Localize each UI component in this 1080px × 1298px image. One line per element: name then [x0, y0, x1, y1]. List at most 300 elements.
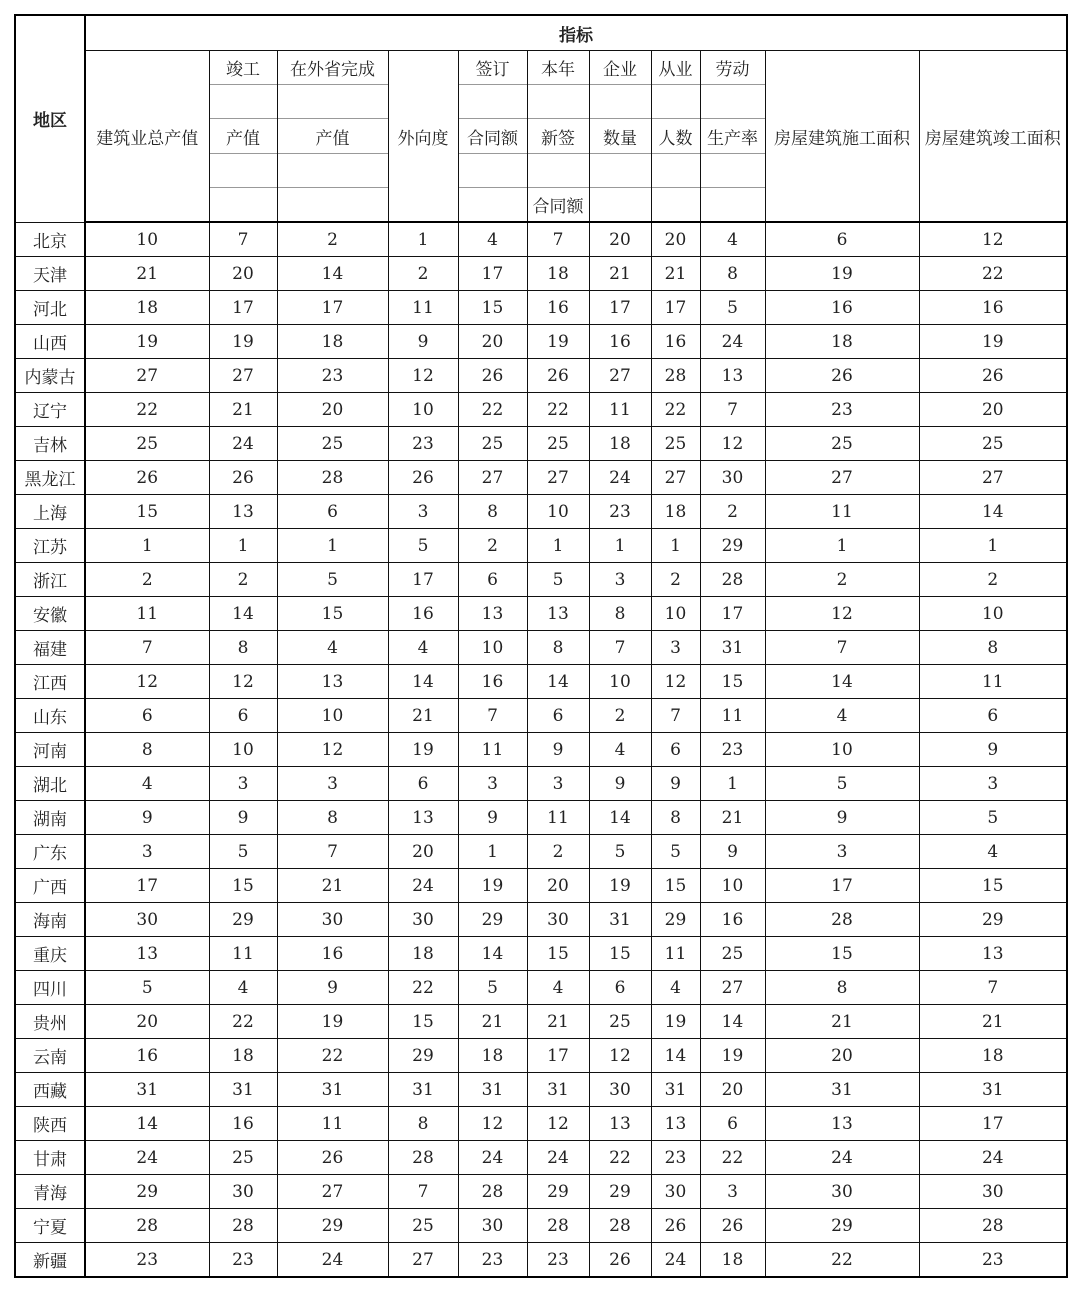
rank-cell: 10 [919, 597, 1067, 631]
rank-cell: 31 [85, 1073, 209, 1107]
rank-cell: 13 [458, 597, 527, 631]
column-header-line [920, 153, 1067, 187]
rank-cell: 6 [700, 1107, 765, 1141]
rank-cell: 29 [589, 1175, 651, 1209]
rank-cell: 4 [589, 733, 651, 767]
table-row [15, 903, 1067, 937]
rank-cell: 30 [765, 1175, 919, 1209]
rank-cell: 20 [765, 1039, 919, 1073]
rank-cell: 5 [651, 835, 700, 869]
rank-cell: 8 [458, 495, 527, 529]
rank-cell: 31 [919, 1073, 1067, 1107]
rank-cell: 10 [651, 597, 700, 631]
rank-cell: 6 [458, 563, 527, 597]
rank-cell: 12 [458, 1107, 527, 1141]
column-header-line: 竣工 [210, 51, 277, 85]
region-cell: 北京 [15, 222, 85, 257]
rank-cell: 20 [589, 222, 651, 257]
column-header-line: 合同额 [532, 196, 584, 217]
column-header-line [210, 154, 277, 188]
rank-cell: 8 [388, 1107, 458, 1141]
column-header-line: 企业 [590, 51, 651, 85]
region-cell: 辽宁 [15, 393, 85, 427]
rank-cell: 16 [527, 291, 589, 325]
rank-cell: 28 [527, 1209, 589, 1243]
rank-cell: 8 [277, 801, 388, 835]
rank-cell: 30 [919, 1175, 1067, 1209]
region-cell: 西藏 [15, 1073, 85, 1107]
rank-cell: 25 [209, 1141, 277, 1175]
table-row [15, 325, 1067, 359]
region-cell: 上海 [15, 495, 85, 529]
table-row [15, 971, 1067, 1005]
rank-cell: 1 [209, 529, 277, 563]
rank-cell: 9 [388, 325, 458, 359]
column-header-10 [765, 51, 919, 223]
rank-cell: 21 [700, 801, 765, 835]
rank-cell: 27 [85, 359, 209, 393]
table-row [15, 359, 1067, 393]
rank-cell: 1 [85, 529, 209, 563]
rank-cell: 1 [919, 529, 1067, 563]
rank-cell: 29 [85, 1175, 209, 1209]
rank-cell: 11 [651, 937, 700, 971]
rank-cell: 19 [458, 869, 527, 903]
rank-cell: 25 [458, 427, 527, 461]
column-header-line: 产值 [278, 119, 388, 153]
rank-cell: 14 [527, 665, 589, 699]
column-header-line [590, 154, 651, 188]
rank-cell: 18 [458, 1039, 527, 1073]
rank-cell: 27 [388, 1243, 458, 1278]
rank-cell: 26 [277, 1141, 388, 1175]
rank-cell: 17 [765, 869, 919, 903]
column-header-line [210, 188, 277, 221]
rank-cell: 26 [209, 461, 277, 495]
rank-cell: 14 [919, 495, 1067, 529]
rank-cell: 6 [85, 699, 209, 733]
rank-cell: 25 [527, 427, 589, 461]
region-cell: 山西 [15, 325, 85, 359]
rank-cell: 14 [85, 1107, 209, 1141]
column-header-line: 新签 [528, 119, 589, 153]
rank-cell: 6 [589, 971, 651, 1005]
rank-cell: 24 [589, 461, 651, 495]
rank-cell: 21 [388, 699, 458, 733]
column-header-line [590, 85, 651, 119]
rank-cell: 18 [589, 427, 651, 461]
column-header-line [920, 187, 1067, 221]
rank-cell: 16 [700, 903, 765, 937]
table-row [15, 1243, 1067, 1278]
table-row [15, 1005, 1067, 1039]
rank-cell: 3 [700, 1175, 765, 1209]
rank-cell: 14 [388, 665, 458, 699]
column-header-line [528, 154, 589, 188]
rank-cell: 27 [651, 461, 700, 495]
rank-cell: 20 [388, 835, 458, 869]
rank-cell: 14 [458, 937, 527, 971]
rank-cell: 6 [919, 699, 1067, 733]
rank-cell: 14 [589, 801, 651, 835]
rank-cell: 21 [589, 257, 651, 291]
rank-cell: 23 [651, 1141, 700, 1175]
column-header-line [278, 154, 388, 188]
rank-cell: 12 [388, 359, 458, 393]
rank-cell: 26 [589, 1243, 651, 1278]
region-cell: 湖南 [15, 801, 85, 835]
rank-cell: 31 [700, 631, 765, 665]
rank-cell: 27 [277, 1175, 388, 1209]
rank-cell: 10 [765, 733, 919, 767]
column-header-line [389, 51, 458, 85]
rank-cell: 23 [458, 1243, 527, 1278]
rank-cell: 11 [458, 733, 527, 767]
rank-cell: 17 [527, 1039, 589, 1073]
rank-cell: 4 [765, 699, 919, 733]
rank-cell: 21 [765, 1005, 919, 1039]
rank-cell: 30 [589, 1073, 651, 1107]
rank-cell: 2 [85, 563, 209, 597]
rank-cell: 23 [700, 733, 765, 767]
column-header-9 [700, 51, 765, 223]
rank-cell: 31 [209, 1073, 277, 1107]
rank-cell: 19 [527, 325, 589, 359]
rank-cell: 8 [85, 733, 209, 767]
rank-cell: 26 [651, 1209, 700, 1243]
rank-cell: 2 [919, 563, 1067, 597]
table-row [15, 222, 1067, 257]
rank-cell: 6 [527, 699, 589, 733]
rank-cell: 13 [527, 597, 589, 631]
rank-cell: 17 [651, 291, 700, 325]
rank-cell: 24 [209, 427, 277, 461]
rank-cell: 9 [458, 801, 527, 835]
rank-cell: 28 [277, 461, 388, 495]
table-row [15, 563, 1067, 597]
table-row [15, 461, 1067, 495]
table-row [15, 869, 1067, 903]
table-row [15, 835, 1067, 869]
rank-cell: 9 [919, 733, 1067, 767]
rank-cell: 21 [458, 1005, 527, 1039]
rank-cell: 16 [919, 291, 1067, 325]
rank-cell: 8 [651, 801, 700, 835]
rank-cell: 11 [765, 495, 919, 529]
rank-cell: 10 [458, 631, 527, 665]
rank-cell: 27 [209, 359, 277, 393]
rank-cell: 22 [458, 393, 527, 427]
rank-cell: 10 [277, 699, 388, 733]
column-header-line [701, 85, 765, 119]
rank-cell: 28 [589, 1209, 651, 1243]
rank-cell: 24 [765, 1141, 919, 1175]
rank-cell: 1 [589, 529, 651, 563]
column-header-line [920, 51, 1067, 85]
rank-cell: 25 [651, 427, 700, 461]
rank-cell: 2 [527, 835, 589, 869]
rank-cell: 9 [209, 801, 277, 835]
rank-cell: 29 [458, 903, 527, 937]
rank-cell: 9 [85, 801, 209, 835]
rank-cell: 23 [589, 495, 651, 529]
rank-cell: 9 [277, 971, 388, 1005]
rank-cell: 11 [209, 937, 277, 971]
table-row [15, 1175, 1067, 1209]
rank-cell: 12 [765, 597, 919, 631]
table-row [15, 495, 1067, 529]
table-row [15, 257, 1067, 291]
rank-cell: 21 [919, 1005, 1067, 1039]
rank-cell: 24 [651, 1243, 700, 1278]
rank-cell: 23 [765, 393, 919, 427]
rank-cell: 25 [589, 1005, 651, 1039]
column-header-line: 产值 [210, 119, 277, 153]
column-header-line [920, 85, 1067, 119]
column-header-line [766, 153, 919, 187]
rank-cell: 3 [589, 563, 651, 597]
rank-cell: 25 [700, 937, 765, 971]
rank-cell: 2 [589, 699, 651, 733]
rank-cell: 15 [700, 665, 765, 699]
rank-cell: 6 [388, 767, 458, 801]
rank-cell: 8 [919, 631, 1067, 665]
rank-cell: 7 [919, 971, 1067, 1005]
rank-cell: 10 [85, 222, 209, 257]
region-cell: 吉林 [15, 427, 85, 461]
rank-cell: 7 [651, 699, 700, 733]
rank-cell: 20 [209, 257, 277, 291]
rank-cell: 26 [919, 359, 1067, 393]
column-header-5 [458, 51, 527, 223]
rank-cell: 24 [85, 1141, 209, 1175]
rank-cell: 31 [458, 1073, 527, 1107]
rank-cell: 6 [277, 495, 388, 529]
rank-cell: 29 [651, 903, 700, 937]
table-row [15, 733, 1067, 767]
rank-cell: 5 [388, 529, 458, 563]
column-header-line: 在外省完成 [278, 51, 388, 85]
rank-cell: 16 [589, 325, 651, 359]
rank-cell: 21 [651, 257, 700, 291]
column-header-line [86, 187, 209, 221]
region-cell: 青海 [15, 1175, 85, 1209]
rank-cell: 26 [527, 359, 589, 393]
rank-cell: 8 [765, 971, 919, 1005]
table-row [15, 1073, 1067, 1107]
rank-cell: 4 [277, 631, 388, 665]
region-cell: 四川 [15, 971, 85, 1005]
rank-cell: 16 [765, 291, 919, 325]
table-row [15, 529, 1067, 563]
column-header-3 [277, 51, 388, 223]
rank-cell: 4 [209, 971, 277, 1005]
rank-cell: 20 [277, 393, 388, 427]
rank-cell: 4 [527, 971, 589, 1005]
rank-cell: 29 [388, 1039, 458, 1073]
rank-cell: 5 [700, 291, 765, 325]
rank-cell: 22 [277, 1039, 388, 1073]
rank-cell: 16 [651, 325, 700, 359]
rank-cell: 18 [651, 495, 700, 529]
rank-cell: 8 [527, 631, 589, 665]
rank-cell: 16 [277, 937, 388, 971]
rank-cell: 5 [527, 563, 589, 597]
rank-cell: 31 [527, 1073, 589, 1107]
region-cell: 江西 [15, 665, 85, 699]
column-header-line [389, 153, 458, 187]
rank-cell: 20 [527, 869, 589, 903]
rank-cell: 29 [209, 903, 277, 937]
rank-cell: 10 [388, 393, 458, 427]
rank-cell: 3 [527, 767, 589, 801]
table-row [15, 1039, 1067, 1073]
table-row [15, 597, 1067, 631]
rank-cell: 19 [85, 325, 209, 359]
rank-cell: 5 [589, 835, 651, 869]
rank-cell: 18 [209, 1039, 277, 1073]
rank-cell: 22 [589, 1141, 651, 1175]
rank-cell: 29 [700, 529, 765, 563]
table-row [15, 1209, 1067, 1243]
rank-cell: 4 [651, 971, 700, 1005]
column-header-2 [209, 51, 277, 223]
rank-cell: 11 [919, 665, 1067, 699]
column-header-line [652, 154, 700, 188]
rank-cell: 8 [700, 257, 765, 291]
indicator-group-header: 指标 [85, 15, 1067, 51]
rank-cell: 15 [85, 495, 209, 529]
rank-cell: 24 [700, 325, 765, 359]
rank-cell: 4 [919, 835, 1067, 869]
ranking-table [14, 14, 1068, 1278]
rank-cell: 9 [527, 733, 589, 767]
column-header-line [652, 85, 700, 119]
rank-cell: 31 [589, 903, 651, 937]
rank-cell: 23 [527, 1243, 589, 1278]
rank-cell: 18 [85, 291, 209, 325]
rank-cell: 28 [458, 1175, 527, 1209]
rank-cell: 18 [700, 1243, 765, 1278]
region-header: 地区 [15, 15, 85, 222]
rank-cell: 16 [209, 1107, 277, 1141]
column-header-line [86, 51, 209, 85]
rank-cell: 31 [277, 1073, 388, 1107]
rank-cell: 24 [458, 1141, 527, 1175]
column-header-line: 数量 [590, 119, 651, 153]
rank-cell: 28 [919, 1209, 1067, 1243]
column-header-11 [919, 51, 1067, 223]
table-row [15, 1141, 1067, 1175]
rank-cell: 16 [458, 665, 527, 699]
rank-cell: 15 [277, 597, 388, 631]
rank-cell: 20 [85, 1005, 209, 1039]
rank-cell: 6 [209, 699, 277, 733]
rank-cell: 2 [458, 529, 527, 563]
column-header-4 [388, 51, 458, 223]
rank-cell: 23 [388, 427, 458, 461]
column-header-line: 房屋建筑竣工面积 [924, 128, 1061, 149]
region-cell: 江苏 [15, 529, 85, 563]
rank-cell: 29 [277, 1209, 388, 1243]
rank-cell: 27 [700, 971, 765, 1005]
rank-cell: 28 [209, 1209, 277, 1243]
rank-cell: 28 [700, 563, 765, 597]
rank-cell: 4 [85, 767, 209, 801]
rank-cell: 17 [209, 291, 277, 325]
rank-cell: 17 [388, 563, 458, 597]
table-row [15, 937, 1067, 971]
rank-cell: 9 [651, 767, 700, 801]
column-header-line: 合同额 [459, 119, 527, 153]
rank-cell: 13 [388, 801, 458, 835]
column-header-line [459, 188, 527, 221]
rank-cell: 12 [919, 222, 1067, 257]
rank-cell: 15 [765, 937, 919, 971]
column-header-line [590, 188, 651, 221]
rank-cell: 16 [388, 597, 458, 631]
rank-cell: 30 [651, 1175, 700, 1209]
rank-cell: 7 [700, 393, 765, 427]
rank-cell: 5 [85, 971, 209, 1005]
rank-cell: 31 [388, 1073, 458, 1107]
column-header-7 [589, 51, 651, 223]
column-header-line: 人数 [652, 119, 700, 153]
rank-cell: 12 [527, 1107, 589, 1141]
column-header-line [389, 85, 458, 119]
column-header-line [278, 85, 388, 119]
rank-cell: 22 [209, 1005, 277, 1039]
column-header-line [766, 85, 919, 119]
table-row [15, 1107, 1067, 1141]
rank-cell: 14 [700, 1005, 765, 1039]
rank-cell: 31 [765, 1073, 919, 1107]
column-header-line [652, 188, 700, 221]
rank-cell: 20 [700, 1073, 765, 1107]
rank-cell: 1 [388, 222, 458, 257]
region-cell: 安徽 [15, 597, 85, 631]
region-cell: 云南 [15, 1039, 85, 1073]
rank-cell: 26 [700, 1209, 765, 1243]
region-cell: 天津 [15, 257, 85, 291]
rank-cell: 17 [589, 291, 651, 325]
rank-cell: 11 [700, 699, 765, 733]
rank-cell: 31 [651, 1073, 700, 1107]
rank-cell: 17 [919, 1107, 1067, 1141]
rank-cell: 30 [277, 903, 388, 937]
rank-cell: 21 [209, 393, 277, 427]
rank-cell: 18 [388, 937, 458, 971]
column-header-line: 本年 [528, 51, 589, 85]
rank-cell: 30 [527, 903, 589, 937]
rank-cell: 19 [765, 257, 919, 291]
rank-cell: 1 [700, 767, 765, 801]
rank-cell: 23 [85, 1243, 209, 1278]
region-cell: 河北 [15, 291, 85, 325]
rank-cell: 24 [527, 1141, 589, 1175]
rank-cell: 2 [651, 563, 700, 597]
rank-cell: 17 [458, 257, 527, 291]
rank-cell: 2 [765, 563, 919, 597]
rank-cell: 14 [277, 257, 388, 291]
rank-cell: 11 [589, 393, 651, 427]
rank-cell: 3 [388, 495, 458, 529]
rank-cell: 19 [209, 325, 277, 359]
rank-cell: 14 [765, 665, 919, 699]
rank-cell: 3 [651, 631, 700, 665]
rank-cell: 22 [527, 393, 589, 427]
rank-cell: 13 [919, 937, 1067, 971]
